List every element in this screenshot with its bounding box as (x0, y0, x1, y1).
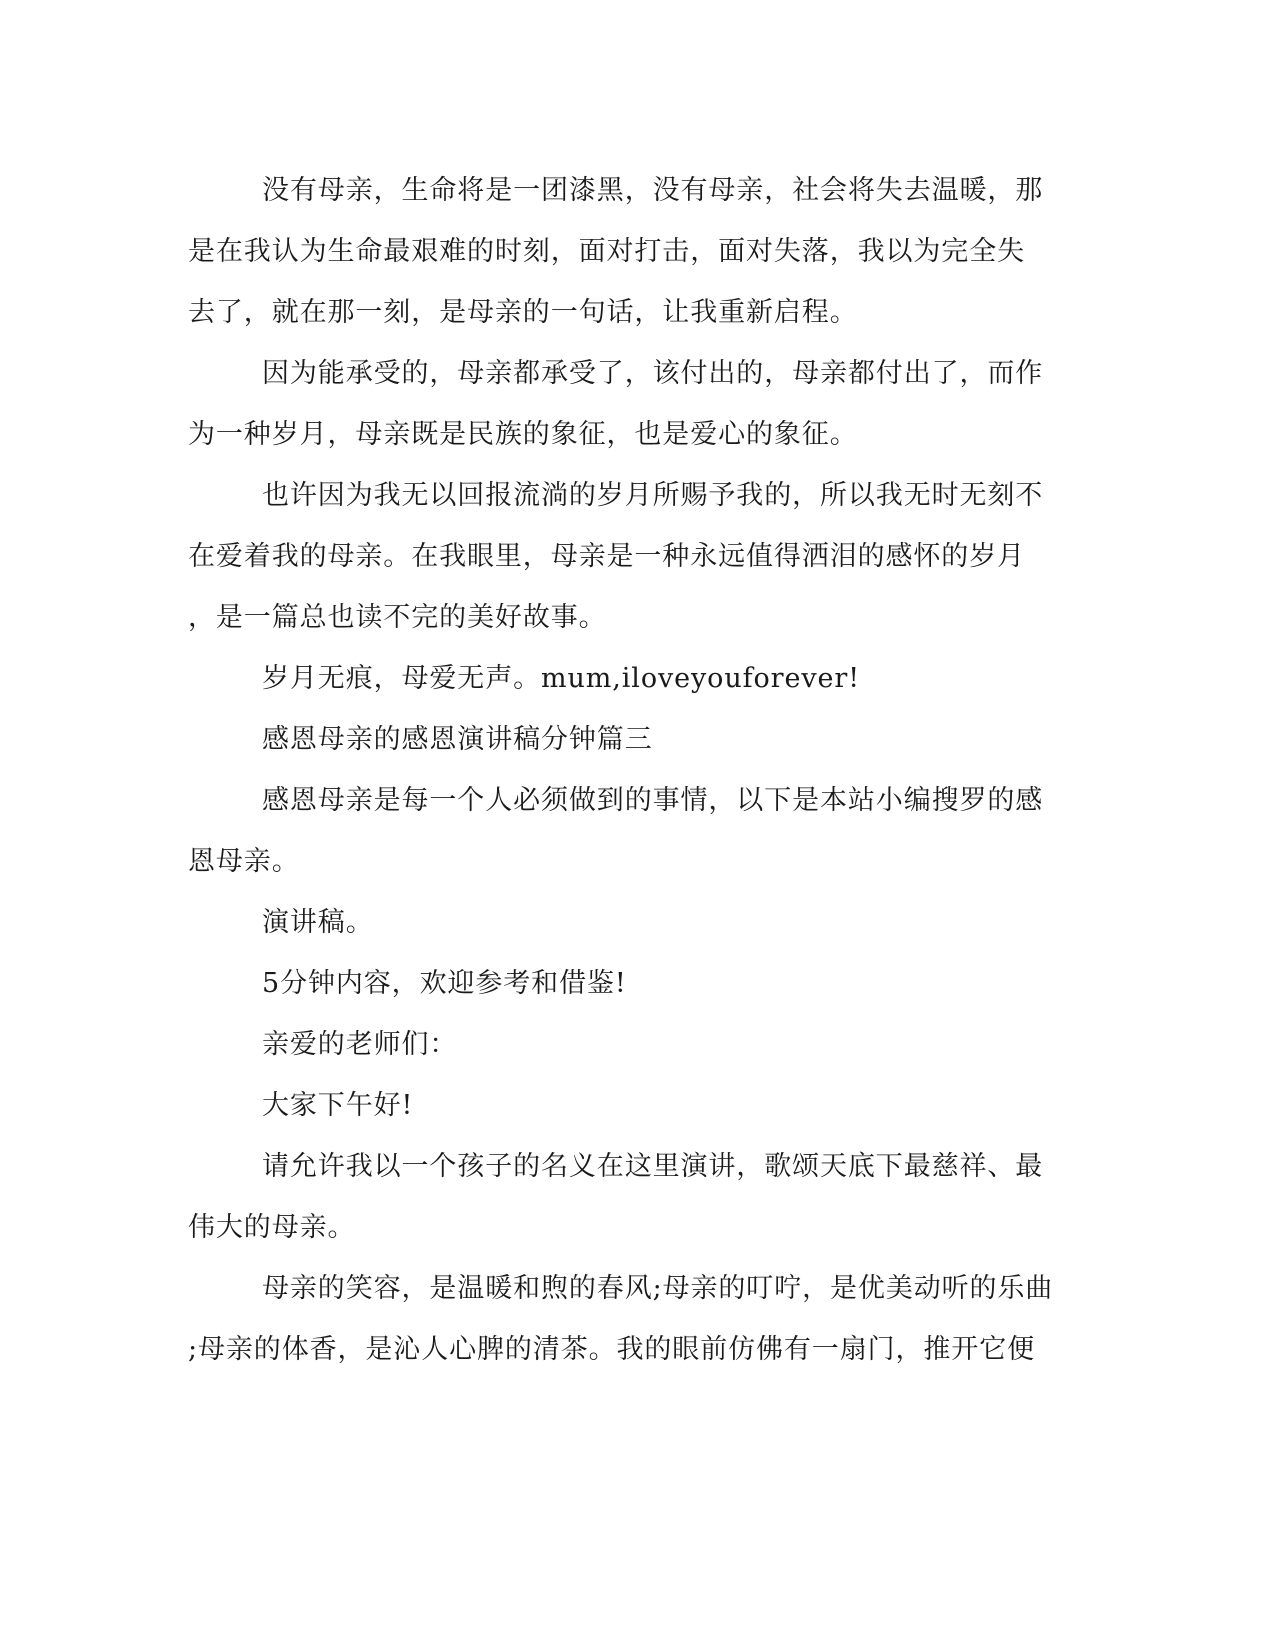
text-line: 5分钟内容，欢迎参考和借鉴! (262, 968, 627, 999)
greeting-line: 大家下午好! (262, 1090, 414, 1121)
text-line: 也许因为我无以回报流淌的岁月所赐予我的，所以我无时无刻不 (262, 480, 1044, 511)
text-line: 岁月无痕，母爱无声。mum,iloveyouforever! (262, 663, 860, 694)
text-line: 去了，就在那一刻，是母亲的一句话，让我重新启程。 (188, 297, 858, 328)
text-line: 为一种岁月，母亲既是民族的象征，也是爱心的象征。 (188, 419, 858, 450)
text-line: 请允许我以一个孩子的名义在这里演讲，歌颂天底下最慈祥、最 (262, 1151, 1044, 1182)
text-line: ，是一篇总也读不完的美好故事。 (188, 602, 607, 633)
text-line: 感恩母亲是每一个人必须做到的事情，以下是本站小编搜罗的感 (262, 785, 1044, 816)
text-line: 母亲的笑容，是温暖和煦的春风;母亲的叮咛，是优美动听的乐曲 (262, 1273, 1054, 1304)
text-line: 恩母亲。 (188, 846, 300, 877)
text-line: ;母亲的体香，是沁人心脾的清茶。我的眼前仿佛有一扇门，推开它便 (188, 1334, 1035, 1365)
text-line: 没有母亲，生命将是一团漆黑，没有母亲，社会将失去温暖，那 (262, 175, 1044, 206)
text-line: 演讲稿。 (262, 907, 374, 938)
section-heading: 感恩母亲的感恩演讲稿分钟篇三 (262, 724, 653, 755)
text-line: 是在我认为生命最艰难的时刻，面对打击，面对失落，我以为完全失 (188, 236, 1025, 267)
salutation-line: 亲爱的老师们： (262, 1029, 458, 1060)
text-line: 因为能承受的，母亲都承受了，该付出的，母亲都付出了，而作 (262, 358, 1044, 389)
body-text (188, 160, 1068, 1380)
text-line: 在爱着我的母亲。在我眼里，母亲是一种永远值得洒泪的感怀的岁月 (188, 541, 1025, 572)
text-line: 伟大的母亲。 (188, 1212, 356, 1243)
